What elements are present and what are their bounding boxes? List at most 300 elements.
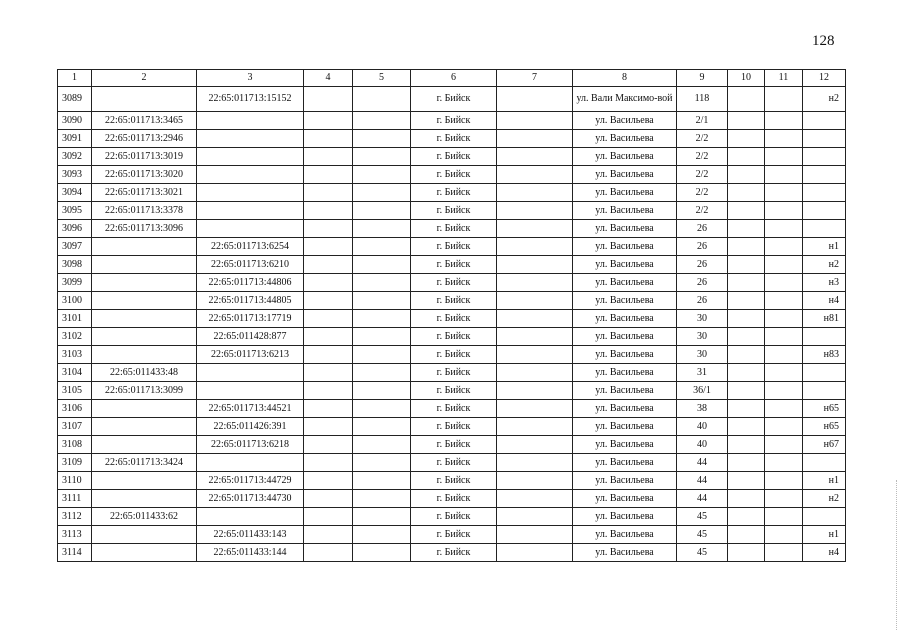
table-cell-col-1: 3103 bbox=[58, 346, 92, 364]
table-cell-col-9: 38 bbox=[677, 400, 728, 418]
table-cell-col-2: 22:65:011713:3020 bbox=[92, 166, 197, 184]
table-row bbox=[58, 238, 846, 256]
table-cell-col-4 bbox=[304, 364, 353, 382]
table-cell-col-4 bbox=[304, 508, 353, 526]
table-cell-col-7 bbox=[497, 112, 573, 130]
table-cell-col-2: 22:65:011433:62 bbox=[92, 508, 197, 526]
table-cell-col-6: г. Бийск bbox=[411, 490, 497, 508]
table-cell-col-3 bbox=[197, 112, 304, 130]
table-cell-col-11 bbox=[765, 166, 803, 184]
header-cell-2: 2 bbox=[92, 70, 197, 87]
table-cell-col-2 bbox=[92, 544, 197, 562]
table-cell-col-7 bbox=[497, 364, 573, 382]
table-cell-col-3: 22:65:011713:6254 bbox=[197, 238, 304, 256]
table-cell-col-5 bbox=[353, 346, 411, 364]
table-cell-col-5 bbox=[353, 238, 411, 256]
table-cell-col-11 bbox=[765, 238, 803, 256]
table-cell-col-10 bbox=[728, 544, 765, 562]
table-cell-col-2 bbox=[92, 328, 197, 346]
table-cell-col-3: 22:65:011713:44729 bbox=[197, 472, 304, 490]
table-cell-col-12 bbox=[803, 130, 846, 148]
table-cell-col-1: 3096 bbox=[58, 220, 92, 238]
table-cell-col-11 bbox=[765, 148, 803, 166]
table-cell-col-9: 26 bbox=[677, 220, 728, 238]
table-cell-col-1: 3104 bbox=[58, 364, 92, 382]
table-cell-col-5 bbox=[353, 166, 411, 184]
table-cell-col-10 bbox=[728, 184, 765, 202]
property-registry-table bbox=[57, 69, 846, 562]
table-cell-col-1: 3097 bbox=[58, 238, 92, 256]
table-row bbox=[58, 112, 846, 130]
table-row bbox=[58, 382, 846, 400]
table-cell-col-9: 26 bbox=[677, 274, 728, 292]
header-cell-8: 8 bbox=[573, 70, 677, 87]
table-cell-col-8: ул. Васильева bbox=[573, 436, 677, 454]
table-cell-col-3: 22:65:011713:44806 bbox=[197, 274, 304, 292]
table-cell-col-2 bbox=[92, 346, 197, 364]
table-cell-col-6: г. Бийск bbox=[411, 364, 497, 382]
table-cell-col-10 bbox=[728, 238, 765, 256]
table-cell-col-9: 30 bbox=[677, 346, 728, 364]
table-cell-col-8: ул. Васильева bbox=[573, 130, 677, 148]
table-cell-col-8: ул. Васильева bbox=[573, 508, 677, 526]
table-row bbox=[58, 166, 846, 184]
table-cell-col-7 bbox=[497, 166, 573, 184]
table-cell-col-12: н83 bbox=[803, 346, 846, 364]
table-cell-col-6: г. Бийск bbox=[411, 544, 497, 562]
table-row bbox=[58, 526, 846, 544]
table-cell-col-4 bbox=[304, 526, 353, 544]
table-cell-col-2 bbox=[92, 292, 197, 310]
table-cell-col-6: г. Бийск bbox=[411, 166, 497, 184]
table-cell-col-8: ул. Васильева bbox=[573, 238, 677, 256]
table-cell-col-4 bbox=[304, 310, 353, 328]
table-cell-col-11 bbox=[765, 256, 803, 274]
table-cell-col-6: г. Бийск bbox=[411, 87, 497, 112]
table-cell-col-6: г. Бийск bbox=[411, 436, 497, 454]
table-cell-col-5 bbox=[353, 400, 411, 418]
header-cell-10: 10 bbox=[728, 70, 765, 87]
page-number: 128 bbox=[812, 33, 835, 49]
table-cell-col-6: г. Бийск bbox=[411, 220, 497, 238]
table-cell-col-9: 40 bbox=[677, 436, 728, 454]
table-cell-col-7 bbox=[497, 310, 573, 328]
table-cell-col-5 bbox=[353, 256, 411, 274]
table-cell-col-3 bbox=[197, 454, 304, 472]
table-cell-col-11 bbox=[765, 490, 803, 508]
table-cell-col-9: 26 bbox=[677, 292, 728, 310]
table-cell-col-12 bbox=[803, 166, 846, 184]
table-cell-col-1: 3106 bbox=[58, 400, 92, 418]
table-cell-col-6: г. Бийск bbox=[411, 148, 497, 166]
table-cell-col-7 bbox=[497, 256, 573, 274]
table-cell-col-4 bbox=[304, 436, 353, 454]
table-cell-col-12 bbox=[803, 364, 846, 382]
table-cell-col-3: 22:65:011713:6210 bbox=[197, 256, 304, 274]
table-cell-col-5 bbox=[353, 454, 411, 472]
table-cell-col-6: г. Бийск bbox=[411, 526, 497, 544]
table-cell-col-5 bbox=[353, 526, 411, 544]
table-cell-col-1: 3095 bbox=[58, 202, 92, 220]
table-cell-col-11 bbox=[765, 382, 803, 400]
table-cell-col-2 bbox=[92, 274, 197, 292]
table-cell-col-9: 2/2 bbox=[677, 130, 728, 148]
table-cell-col-3 bbox=[197, 508, 304, 526]
table-cell-col-1: 3094 bbox=[58, 184, 92, 202]
table-row bbox=[58, 400, 846, 418]
table-cell-col-11 bbox=[765, 87, 803, 112]
table-cell-col-12 bbox=[803, 328, 846, 346]
table-cell-col-12 bbox=[803, 202, 846, 220]
table-row bbox=[58, 490, 846, 508]
table-cell-col-3: 22:65:011713:44521 bbox=[197, 400, 304, 418]
header-cell-7: 7 bbox=[497, 70, 573, 87]
table-cell-col-12: н65 bbox=[803, 400, 846, 418]
table-cell-col-10 bbox=[728, 400, 765, 418]
table-cell-col-5 bbox=[353, 87, 411, 112]
table-cell-col-6: г. Бийск bbox=[411, 184, 497, 202]
table-cell-col-4 bbox=[304, 184, 353, 202]
table-cell-col-6: г. Бийск bbox=[411, 292, 497, 310]
table-cell-col-1: 3113 bbox=[58, 526, 92, 544]
table-cell-col-1: 3099 bbox=[58, 274, 92, 292]
table-cell-col-7 bbox=[497, 526, 573, 544]
table-cell-col-6: г. Бийск bbox=[411, 400, 497, 418]
table-cell-col-12: н4 bbox=[803, 544, 846, 562]
table-cell-col-8: ул. Васильева bbox=[573, 490, 677, 508]
table-cell-col-1: 3112 bbox=[58, 508, 92, 526]
table-cell-col-3: 22:65:011426:391 bbox=[197, 418, 304, 436]
table-cell-col-12 bbox=[803, 508, 846, 526]
table-cell-col-4 bbox=[304, 544, 353, 562]
table-cell-col-10 bbox=[728, 526, 765, 544]
table-cell-col-10 bbox=[728, 148, 765, 166]
table-cell-col-2: 22:65:011713:3099 bbox=[92, 382, 197, 400]
table-cell-col-10 bbox=[728, 454, 765, 472]
table-cell-col-8: ул. Васильева bbox=[573, 418, 677, 436]
table-cell-col-9: 2/2 bbox=[677, 166, 728, 184]
table-cell-col-12: н1 bbox=[803, 526, 846, 544]
table-cell-col-5 bbox=[353, 544, 411, 562]
table-cell-col-2 bbox=[92, 400, 197, 418]
table-cell-col-4 bbox=[304, 346, 353, 364]
table-cell-col-9: 2/2 bbox=[677, 184, 728, 202]
table-row bbox=[58, 364, 846, 382]
table-body bbox=[58, 87, 846, 562]
table-cell-col-1: 3091 bbox=[58, 130, 92, 148]
table-cell-col-5 bbox=[353, 328, 411, 346]
table-cell-col-12: н1 bbox=[803, 238, 846, 256]
table-cell-col-3: 22:65:011713:44805 bbox=[197, 292, 304, 310]
table-cell-col-9: 44 bbox=[677, 490, 728, 508]
table-cell-col-12: н81 bbox=[803, 310, 846, 328]
table-cell-col-9: 45 bbox=[677, 508, 728, 526]
table-row bbox=[58, 130, 846, 148]
table-cell-col-10 bbox=[728, 472, 765, 490]
table-cell-col-7 bbox=[497, 184, 573, 202]
table-cell-col-2: 22:65:011713:2946 bbox=[92, 130, 197, 148]
table-cell-col-2: 22:65:011713:3021 bbox=[92, 184, 197, 202]
table-header bbox=[58, 70, 846, 87]
table-cell-col-11 bbox=[765, 472, 803, 490]
table-cell-col-10 bbox=[728, 364, 765, 382]
table-cell-col-11 bbox=[765, 328, 803, 346]
table-cell-col-1: 3092 bbox=[58, 148, 92, 166]
table-cell-col-8: ул. Вали Максимо-вой bbox=[573, 87, 677, 112]
table-cell-col-1: 3098 bbox=[58, 256, 92, 274]
table-cell-col-5 bbox=[353, 310, 411, 328]
table-cell-col-7 bbox=[497, 238, 573, 256]
table-cell-col-12: н65 bbox=[803, 418, 846, 436]
table-cell-col-11 bbox=[765, 310, 803, 328]
table-cell-col-8: ул. Васильева bbox=[573, 184, 677, 202]
table-cell-col-11 bbox=[765, 400, 803, 418]
table-cell-col-7 bbox=[497, 418, 573, 436]
table-cell-col-1: 3090 bbox=[58, 112, 92, 130]
table-cell-col-9: 2/2 bbox=[677, 202, 728, 220]
table-cell-col-4 bbox=[304, 328, 353, 346]
table-cell-col-2 bbox=[92, 238, 197, 256]
table-cell-col-10 bbox=[728, 382, 765, 400]
table-cell-col-12 bbox=[803, 184, 846, 202]
table-cell-col-12: н3 bbox=[803, 274, 846, 292]
table-cell-col-8: ул. Васильева bbox=[573, 526, 677, 544]
table-row bbox=[58, 418, 846, 436]
header-cell-6: 6 bbox=[411, 70, 497, 87]
table-cell-col-8: ул. Васильева bbox=[573, 472, 677, 490]
table-row bbox=[58, 310, 846, 328]
table-cell-col-9: 30 bbox=[677, 310, 728, 328]
table-cell-col-2: 22:65:011713:3465 bbox=[92, 112, 197, 130]
table-cell-col-10 bbox=[728, 310, 765, 328]
table-cell-col-10 bbox=[728, 202, 765, 220]
table-cell-col-2 bbox=[92, 256, 197, 274]
table-cell-col-5 bbox=[353, 382, 411, 400]
table-cell-col-6: г. Бийск bbox=[411, 418, 497, 436]
table-cell-col-10 bbox=[728, 274, 765, 292]
table-cell-col-12: н4 bbox=[803, 292, 846, 310]
table-cell-col-11 bbox=[765, 202, 803, 220]
table-row bbox=[58, 508, 846, 526]
table-cell-col-5 bbox=[353, 292, 411, 310]
table-cell-col-3 bbox=[197, 220, 304, 238]
table-cell-col-3: 22:65:011713:17719 bbox=[197, 310, 304, 328]
table-cell-col-8: ул. Васильева bbox=[573, 292, 677, 310]
table-cell-col-7 bbox=[497, 130, 573, 148]
table-cell-col-3 bbox=[197, 202, 304, 220]
table-cell-col-10 bbox=[728, 508, 765, 526]
table-cell-col-12: н1 bbox=[803, 472, 846, 490]
table-cell-col-1: 3111 bbox=[58, 490, 92, 508]
table-cell-col-2 bbox=[92, 436, 197, 454]
table-cell-col-5 bbox=[353, 490, 411, 508]
table-cell-col-7 bbox=[497, 544, 573, 562]
table-cell-col-3: 22:65:011433:144 bbox=[197, 544, 304, 562]
table-row bbox=[58, 544, 846, 562]
table-cell-col-11 bbox=[765, 364, 803, 382]
table-cell-col-12 bbox=[803, 220, 846, 238]
table-cell-col-4 bbox=[304, 382, 353, 400]
table-cell-col-1: 3114 bbox=[58, 544, 92, 562]
table-cell-col-3 bbox=[197, 130, 304, 148]
table-cell-col-6: г. Бийск bbox=[411, 310, 497, 328]
table-cell-col-7 bbox=[497, 508, 573, 526]
table-cell-col-3: 22:65:011713:6218 bbox=[197, 436, 304, 454]
table-cell-col-8: ул. Васильева bbox=[573, 256, 677, 274]
table-row bbox=[58, 148, 846, 166]
table-row bbox=[58, 274, 846, 292]
table-cell-col-6: г. Бийск bbox=[411, 274, 497, 292]
table-row bbox=[58, 202, 846, 220]
table-cell-col-12 bbox=[803, 454, 846, 472]
table-cell-col-3 bbox=[197, 382, 304, 400]
table-cell-col-7 bbox=[497, 202, 573, 220]
table-cell-col-7 bbox=[497, 328, 573, 346]
table-cell-col-8: ул. Васильева bbox=[573, 310, 677, 328]
table-cell-col-6: г. Бийск bbox=[411, 328, 497, 346]
table-cell-col-7 bbox=[497, 382, 573, 400]
table-cell-col-7 bbox=[497, 220, 573, 238]
table-cell-col-10 bbox=[728, 87, 765, 112]
table-cell-col-3: 22:65:011713:6213 bbox=[197, 346, 304, 364]
table-cell-col-4 bbox=[304, 472, 353, 490]
table-cell-col-1: 3093 bbox=[58, 166, 92, 184]
table-cell-col-7 bbox=[497, 346, 573, 364]
table-cell-col-3 bbox=[197, 166, 304, 184]
table-cell-col-11 bbox=[765, 112, 803, 130]
table-cell-col-6: г. Бийск bbox=[411, 508, 497, 526]
table-cell-col-12: н2 bbox=[803, 256, 846, 274]
table-cell-col-4 bbox=[304, 148, 353, 166]
header-cell-4: 4 bbox=[304, 70, 353, 87]
table-row bbox=[58, 472, 846, 490]
table-cell-col-5 bbox=[353, 436, 411, 454]
table-row bbox=[58, 346, 846, 364]
table-cell-col-8: ул. Васильева bbox=[573, 454, 677, 472]
table-row bbox=[58, 87, 846, 112]
scan-edge-marks bbox=[896, 480, 899, 630]
table-cell-col-5 bbox=[353, 418, 411, 436]
table-row bbox=[58, 256, 846, 274]
table-cell-col-3: 22:65:011428:877 bbox=[197, 328, 304, 346]
table-cell-col-11 bbox=[765, 130, 803, 148]
table-cell-col-5 bbox=[353, 472, 411, 490]
header-cell-1: 1 bbox=[58, 70, 92, 87]
table-cell-col-1: 3109 bbox=[58, 454, 92, 472]
table-cell-col-6: г. Бийск bbox=[411, 472, 497, 490]
table-cell-col-9: 118 bbox=[677, 87, 728, 112]
table-cell-col-8: ул. Васильева bbox=[573, 274, 677, 292]
table-cell-col-1: 3089 bbox=[58, 87, 92, 112]
table-cell-col-8: ул. Васильева bbox=[573, 346, 677, 364]
table-cell-col-11 bbox=[765, 508, 803, 526]
table-cell-col-12: н67 bbox=[803, 436, 846, 454]
table-cell-col-3 bbox=[197, 148, 304, 166]
table-cell-col-10 bbox=[728, 220, 765, 238]
table-cell-col-9: 36/1 bbox=[677, 382, 728, 400]
table-cell-col-9: 45 bbox=[677, 526, 728, 544]
table-cell-col-2: 22:65:011433:48 bbox=[92, 364, 197, 382]
table-cell-col-4 bbox=[304, 256, 353, 274]
table-cell-col-11 bbox=[765, 544, 803, 562]
table-row bbox=[58, 184, 846, 202]
table-cell-col-3: 22:65:011433:143 bbox=[197, 526, 304, 544]
table-cell-col-8: ул. Васильева bbox=[573, 202, 677, 220]
table-cell-col-9: 26 bbox=[677, 256, 728, 274]
table-cell-col-11 bbox=[765, 346, 803, 364]
table-cell-col-12: н2 bbox=[803, 87, 846, 112]
table-cell-col-2: 22:65:011713:3378 bbox=[92, 202, 197, 220]
table-row bbox=[58, 454, 846, 472]
table-row bbox=[58, 292, 846, 310]
table-cell-col-7 bbox=[497, 274, 573, 292]
table-cell-col-10 bbox=[728, 346, 765, 364]
table-cell-col-7 bbox=[497, 436, 573, 454]
table-cell-col-3: 22:65:011713:15152 bbox=[197, 87, 304, 112]
table-cell-col-1: 3107 bbox=[58, 418, 92, 436]
header-cell-3: 3 bbox=[197, 70, 304, 87]
table-cell-col-8: ул. Васильева bbox=[573, 148, 677, 166]
table-cell-col-6: г. Бийск bbox=[411, 382, 497, 400]
table-row bbox=[58, 328, 846, 346]
table-cell-col-2: 22:65:011713:3096 bbox=[92, 220, 197, 238]
table-cell-col-8: ул. Васильева bbox=[573, 220, 677, 238]
table-cell-col-1: 3110 bbox=[58, 472, 92, 490]
table-cell-col-5 bbox=[353, 508, 411, 526]
table-cell-col-11 bbox=[765, 526, 803, 544]
table-cell-col-2: 22:65:011713:3424 bbox=[92, 454, 197, 472]
table-cell-col-12 bbox=[803, 382, 846, 400]
table-cell-col-10 bbox=[728, 418, 765, 436]
table-cell-col-6: г. Бийск bbox=[411, 256, 497, 274]
table-cell-col-1: 3101 bbox=[58, 310, 92, 328]
table-cell-col-11 bbox=[765, 184, 803, 202]
table-cell-col-11 bbox=[765, 418, 803, 436]
table-cell-col-7 bbox=[497, 87, 573, 112]
table-cell-col-11 bbox=[765, 454, 803, 472]
table-cell-col-4 bbox=[304, 166, 353, 184]
table-cell-col-7 bbox=[497, 490, 573, 508]
table-cell-col-12 bbox=[803, 112, 846, 130]
table-cell-col-9: 40 bbox=[677, 418, 728, 436]
table-cell-col-8: ул. Васильева bbox=[573, 166, 677, 184]
table-cell-col-9: 44 bbox=[677, 454, 728, 472]
header-cell-5: 5 bbox=[353, 70, 411, 87]
table-cell-col-9: 45 bbox=[677, 544, 728, 562]
table-cell-col-2 bbox=[92, 87, 197, 112]
table-cell-col-6: г. Бийск bbox=[411, 346, 497, 364]
table-cell-col-8: ул. Васильева bbox=[573, 328, 677, 346]
table-cell-col-10 bbox=[728, 292, 765, 310]
table-cell-col-2: 22:65:011713:3019 bbox=[92, 148, 197, 166]
table-cell-col-4 bbox=[304, 112, 353, 130]
table-cell-col-7 bbox=[497, 472, 573, 490]
table-cell-col-10 bbox=[728, 256, 765, 274]
table-cell-col-7 bbox=[497, 148, 573, 166]
header-cell-12: 12 bbox=[803, 70, 846, 87]
table-cell-col-11 bbox=[765, 292, 803, 310]
table-cell-col-5 bbox=[353, 130, 411, 148]
table-cell-col-4 bbox=[304, 87, 353, 112]
table-cell-col-10 bbox=[728, 436, 765, 454]
table-cell-col-9: 26 bbox=[677, 238, 728, 256]
table-cell-col-1: 3102 bbox=[58, 328, 92, 346]
table-cell-col-6: г. Бийск bbox=[411, 130, 497, 148]
table-cell-col-9: 30 bbox=[677, 328, 728, 346]
table-cell-col-4 bbox=[304, 130, 353, 148]
table-row bbox=[58, 436, 846, 454]
table-cell-col-8: ул. Васильева bbox=[573, 364, 677, 382]
